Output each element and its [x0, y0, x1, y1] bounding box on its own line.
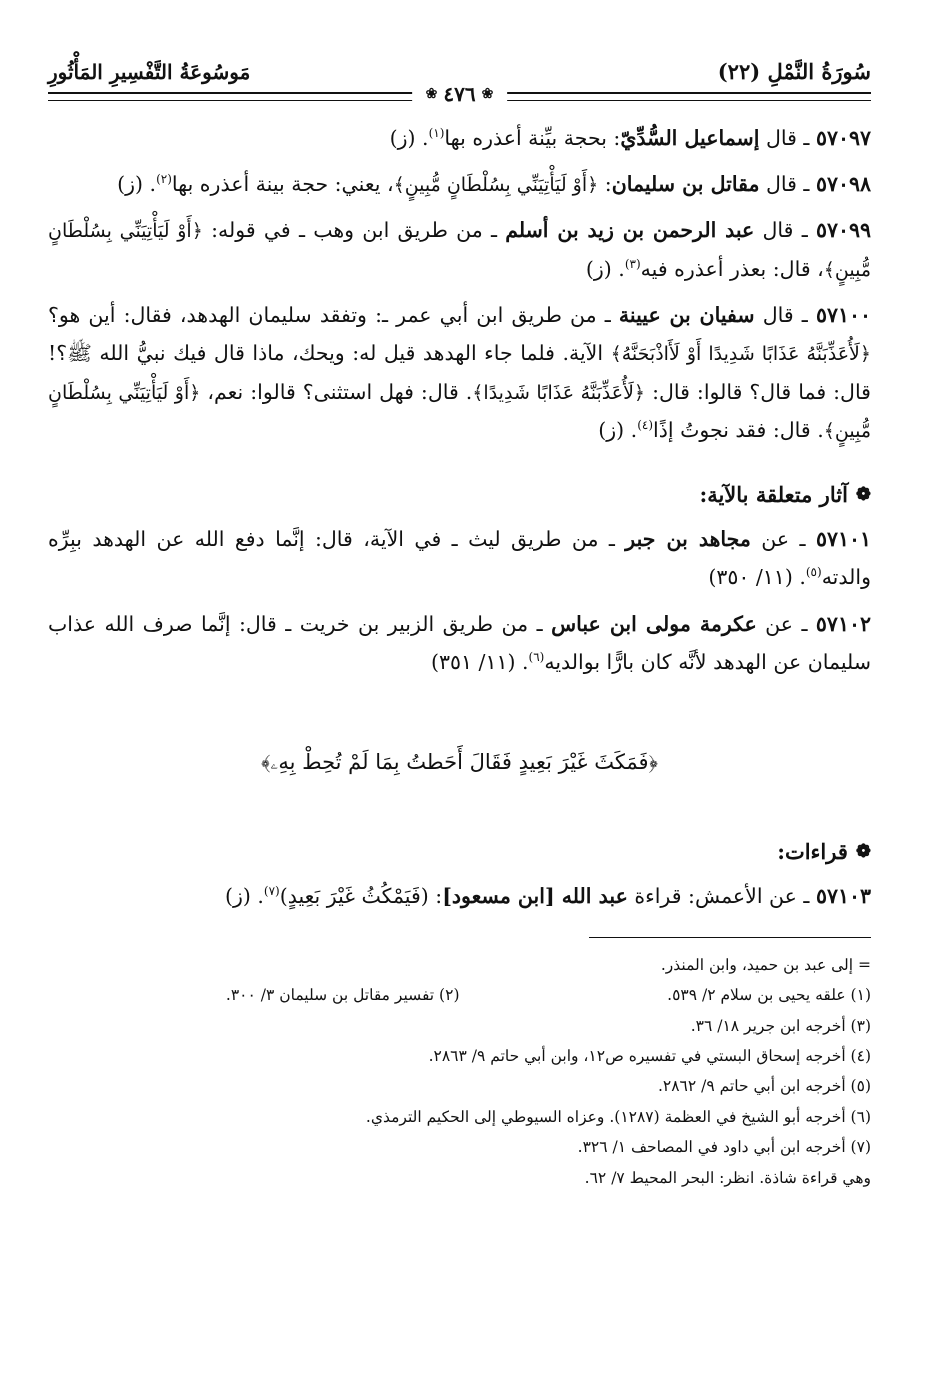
- entry-57103: [48, 877, 871, 915]
- entry-text: ـ عن: [756, 611, 816, 636]
- entry-text: :: [598, 172, 612, 197]
- narrator-name: عكرمة مولى ابن عباس: [551, 611, 757, 636]
- section-heading-qiraat: [48, 832, 871, 871]
- entry-57099: [48, 211, 871, 288]
- entry-57097: [48, 119, 871, 157]
- entry-text: . قال: فهل استثنى؟ قالوا: نعم،: [200, 379, 473, 404]
- footnote-3: (٣) أخرجه ابن جرير ١٨/ ٣٦.: [690, 1016, 871, 1035]
- footnote-ref[interactable]: (٢): [156, 172, 172, 187]
- entry-text: ـ قال: [754, 218, 816, 243]
- footnote-row: [48, 980, 871, 1010]
- footnote-ref[interactable]: (٧): [263, 884, 280, 899]
- header-rule: [48, 82, 871, 106]
- entry-text: : (فَيَمْكُثُ غَيْرَ بَعِيدٍ): [279, 883, 443, 908]
- entry-end: . (ز): [389, 126, 429, 150]
- ornament-icon: ❀: [481, 86, 494, 102]
- entry-number: ٥٧٠٩٨: [815, 172, 871, 197]
- flower-icon: ❁: [855, 840, 871, 862]
- narrator-name: سفيان بن عيينة: [618, 303, 755, 328]
- entry-text: . قال: فقد نجوتُ إذًا: [653, 417, 824, 442]
- ornament-icon: ❀: [425, 86, 438, 102]
- entry-57102: [48, 605, 871, 681]
- footnote-ref[interactable]: (٦): [528, 649, 545, 664]
- narrator-name: مقاتل بن سليمان: [611, 172, 760, 197]
- entry-number: ٥٧٠٩٧: [815, 126, 871, 150]
- work-title: مَوسُوعَةُ التَّفْسِيرِ المَأْثُورِ: [48, 60, 251, 84]
- entry-text: : بحجة بيِّنة أعذره بها: [444, 126, 621, 150]
- footnote-ref[interactable]: (٥): [805, 565, 822, 580]
- footnote-2: (٢) تفسير مقاتل بن سليمان ٣/ ٣٠٠.: [225, 986, 460, 1005]
- entry-text: ـ عن الأعمش: قراءة: [627, 883, 816, 908]
- section-heading-athar: [48, 475, 871, 514]
- footnote-separator: [589, 937, 871, 938]
- quran-quote: ﴿أَوْ لَيَأْتِيَنِّي بِسُلْطَانٍ مُّبِينٍ﴾: [48, 220, 871, 281]
- footnote-ref[interactable]: (٣): [624, 256, 641, 271]
- footnote-5: (٥) أخرجه ابن أبي حاتم ٩/ ٢٨٦٢.: [657, 1077, 871, 1096]
- footnote-4: (٤) أخرجه إسحاق البستي في تفسيره ص١٢، وابن أبي حاتم ٩/ ٢٨٦٣.: [428, 1047, 871, 1066]
- footnote-ref[interactable]: (١): [428, 126, 445, 141]
- narrator-name: عبد الرحمن بن زيد بن أسلم: [505, 218, 755, 243]
- section-title: آثار متعلقة بالآية:: [699, 482, 848, 508]
- quran-quote: ﴿لَأُعَذِّبَنَّهُ عَذَابًا شَدِيدًا أَوْ لَأَاذْبَحَنَّهُ﴾: [610, 343, 871, 366]
- surah-title: سُورَةُ النَّمْلِ (٢٢): [717, 59, 871, 84]
- page-number-box: [412, 82, 508, 106]
- section-title: قراءات:: [777, 838, 848, 864]
- footnote-ref[interactable]: (٤): [637, 418, 654, 433]
- entry-text: ـ قال: [759, 172, 816, 197]
- entry-end: . (ز): [224, 883, 264, 908]
- entry-end: . (ز): [598, 417, 638, 442]
- footnote-7-note: وهي قراءة شاذة. انظر: البحر المحيط ٧/ ٦٢.: [584, 1168, 871, 1187]
- entry-text: ـ قال: [754, 303, 816, 328]
- entry-number: ٥٧١٠٣: [815, 883, 871, 908]
- footnote-1: (١) علقه يحيى بن سلام ٢/ ٥٣٩.: [667, 986, 871, 1005]
- entry-text: ـ قال: [759, 126, 816, 150]
- entry-text: ـ من طريق ليث ـ في الآية، قال: إنَّما دفع الله عن الهدهد ببِرِّه والدته: [48, 527, 871, 590]
- quran-quote: ﴿لَأُعَذِّبَنَّهُ عَذَابًا شَدِيدًا﴾: [472, 381, 646, 404]
- entry-text: ـ من طريق الزبير بن خريت ـ قال: إنَّما صرف الله عذاب سليمان عن الهدهد لأنَّه كان بارًّا بوالديه: [48, 611, 871, 674]
- entry-number: ٥٧١٠١: [815, 527, 871, 552]
- footnote-continuation: = إلى عبد بن حميد، وابن المنذر.: [660, 955, 871, 974]
- entry-text: ـ عن: [750, 527, 816, 552]
- main-text: [48, 119, 871, 915]
- narrator-name: مجاهد بن جبر: [625, 527, 751, 552]
- entry-57101: [48, 520, 871, 596]
- entry-end: . (١١/ ٣٥١): [430, 649, 529, 674]
- narrator-name: عبد الله [ابن مسعود]: [442, 883, 628, 908]
- quran-quote: ﴿أَوْ لَيَأْتِيَنِّي بِسُلْطَانٍ مُّبِينٍ﴾: [48, 381, 871, 442]
- entry-text: ، يعني: حجة بينة أعذره بها: [171, 172, 394, 197]
- quran-quote: ﴿أَوْ لَيَأْتِيَنِّي بِسُلْطَانٍ مُّبِينٍ﴾: [393, 174, 599, 197]
- entry-end: . (ز): [117, 172, 157, 197]
- entry-text: ، قال: بعذر أعذره فيه: [640, 256, 824, 281]
- entry-57100: [48, 296, 871, 449]
- footnote-6: (٦) أخرجه أبو الشيخ في العظمة (١٢٨٧). وعزاه السيوطي إلى الحكيم الترمذي.: [365, 1107, 871, 1126]
- entry-number: ٥٧١٠٠: [815, 303, 871, 328]
- entry-number: ٥٧١٠٢: [815, 611, 871, 636]
- page-number: ٤٧٦: [443, 82, 476, 106]
- book-page: [48, 50, 871, 1382]
- entry-end: . (ز): [585, 256, 625, 281]
- entry-57098: [48, 165, 871, 203]
- entry-text: الآية. فلما جاء الهدهد قيل له: ويحك، ماذا قال فيك نبيُّ الله ﷺ؟! قال: فما قال؟ قالوا: قال:: [48, 341, 871, 404]
- entry-number: ٥٧٠٩٩: [815, 218, 871, 243]
- flower-icon: ❁: [855, 484, 871, 505]
- narrator-name: إسماعيل السُّدِّيّ: [620, 126, 760, 150]
- entry-end: . (١١/ ٣٥٠): [708, 565, 806, 590]
- quran-verse: ﴿فَمَكَثَ غَيْرَ بَعِيدٍ فَقَالَ أَحَطتُ بِمَا لَمْ تُحِطْ بِهِۦ﴾: [261, 749, 658, 774]
- footnote-7: (٧) أخرجه ابن أبي داود في المصاحف ١/ ٣٢٦.: [577, 1138, 871, 1157]
- footnotes: [48, 950, 871, 1193]
- entry-text: ـ من طريق ابن أبي عمر ـ: وتفقد سليمان الهدهد، فقال: أين هو؟: [48, 303, 619, 328]
- entry-text: ـ من طريق ابن وهب ـ في قوله:: [202, 218, 506, 243]
